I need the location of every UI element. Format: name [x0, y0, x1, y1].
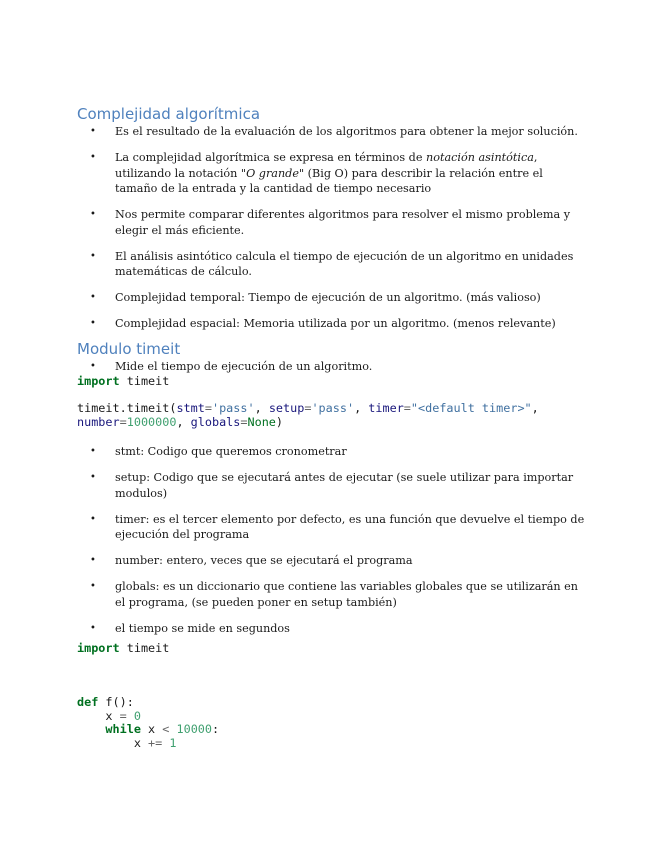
- code-number: 1000000: [126, 414, 177, 429]
- code-text: x: [148, 722, 156, 736]
- bullet-text: Es el resultado de la evaluación de los algoritmos para obtener la mejor solución.: [115, 125, 578, 138]
- bullet-dot-icon: •: [90, 209, 96, 220]
- complexity-bullet-list: [77, 124, 587, 332]
- bullet-dot-icon: •: [90, 446, 96, 457]
- code-text: ,: [531, 401, 539, 415]
- bullet-dot-icon: •: [90, 250, 96, 262]
- bullet-text: La complejidad algorítmica se expresa en términos de: [115, 151, 427, 164]
- code-op: =: [240, 414, 248, 429]
- code-block-timeit-signature: [77, 375, 539, 429]
- code-number: 0: [133, 708, 141, 723]
- code-op: =: [304, 401, 312, 415]
- bullet-text: " (Big O) para describir la relación entre el tamaño de la entrada y la cantidad de tiempo necesario: [115, 166, 543, 195]
- bullet-text: El análisis asintótico calcula el tiempo de ejecución de un algoritmo en unidades matemáticas de cálculo.: [115, 249, 574, 278]
- bullet-dot-icon: •: [90, 361, 96, 372]
- bullet-item: [77, 290, 587, 306]
- bullet-item: [77, 621, 587, 637]
- bullet-dot-icon: •: [90, 513, 96, 525]
- bullet-item: [77, 579, 587, 610]
- bullet-item: [77, 249, 587, 280]
- bullet-text: Nos permite comparar diferentes algoritmos para resolver el mismo problema y elegir el más eficiente.: [115, 208, 571, 237]
- code-text: ,: [254, 401, 269, 415]
- bullet-text: Complejidad espacial: Memoria utilizada por un algoritmo. (menos relevante): [115, 317, 556, 330]
- code-text: f():: [105, 695, 134, 709]
- code-text: timeit: [126, 374, 170, 388]
- bullet-item: [77, 207, 587, 238]
- code-text: timeit.timeit(: [77, 401, 177, 415]
- code-param: stmt: [176, 401, 205, 415]
- bullet-item: [77, 150, 587, 197]
- section-heading-timeit: Modulo timeit: [77, 340, 181, 358]
- bullet-text: el tiempo se mide en segundos: [115, 621, 290, 635]
- code-block-example: [77, 642, 219, 750]
- code-param: globals: [190, 414, 241, 429]
- bullet-dot-icon: •: [90, 555, 96, 566]
- bullet-text: globals: es un diccionario que contiene las variables globales que se utilizarán en el programa, (se pueden poner en setup también): [115, 580, 578, 609]
- code-keyword: import: [77, 641, 120, 655]
- timeit-intro-list: [77, 359, 587, 375]
- emphasis-text: notación asintótica: [426, 151, 534, 164]
- code-text: ,: [354, 401, 369, 415]
- bullet-text: stmt: Codigo que queremos cronometrar: [115, 445, 347, 458]
- code-text: timeit: [126, 641, 170, 655]
- bullet-text: number: entero, veces que se ejecutará el programa: [115, 554, 413, 567]
- bullet-text: Complejidad temporal: Tiempo de ejecución de un algoritmo. (más valioso): [115, 291, 541, 304]
- bullet-dot-icon: •: [90, 622, 96, 634]
- code-keyword: def: [77, 695, 99, 709]
- code-op: <: [162, 722, 170, 736]
- code-number: 10000: [176, 722, 212, 736]
- bullet-item: [77, 553, 587, 569]
- code-op: +=: [148, 735, 163, 750]
- bullet-dot-icon: •: [90, 292, 96, 303]
- code-builtin: None: [247, 414, 276, 429]
- bullet-item: [77, 470, 587, 501]
- bullet-item: [77, 124, 587, 140]
- bullet-text: timer: es el tercer elemento por defecto, es una función que devuelve el tiempo de ejecución del programa: [115, 512, 585, 541]
- bullet-dot-icon: •: [90, 318, 96, 329]
- bullet-item: [77, 316, 587, 332]
- code-string: 'pass': [211, 401, 255, 415]
- bullet-dot-icon: •: [90, 472, 96, 483]
- code-op: =: [119, 708, 127, 723]
- bullet-text: , utilizando la notación ": [115, 151, 538, 180]
- bullet-item: [77, 512, 587, 543]
- code-text: x: [133, 735, 141, 750]
- code-number: 1: [169, 735, 177, 750]
- bullet-text: setup: Codigo que se ejecutará antes de ejecutar (se suele utilizar para importar modulos): [115, 471, 574, 500]
- code-op: =: [119, 414, 127, 429]
- code-text: x: [105, 708, 113, 723]
- section-heading-complejidad: Complejidad algorítmica: [77, 105, 261, 123]
- code-op: =: [403, 401, 411, 415]
- emphasis-text: O grande: [246, 166, 299, 180]
- code-param: number: [77, 414, 120, 429]
- bullet-text: Mide el tiempo de ejecución de un algoritmo.: [115, 360, 373, 373]
- code-string: "<default timer>": [410, 401, 532, 415]
- code-param: timer: [368, 401, 404, 415]
- bullet-dot-icon: •: [90, 152, 96, 163]
- bullet-item: [77, 359, 587, 375]
- code-keyword: while: [105, 722, 141, 736]
- bullet-dot-icon: •: [90, 126, 96, 137]
- code-text: ): [275, 414, 284, 429]
- bullet-dot-icon: •: [90, 581, 96, 592]
- code-text: ,: [176, 414, 191, 429]
- code-keyword: import: [77, 374, 120, 388]
- timeit-params-list: [77, 444, 587, 636]
- code-param: setup: [268, 401, 305, 415]
- bullet-item: [77, 444, 587, 460]
- code-string: 'pass': [311, 401, 355, 415]
- code-op: =: [204, 401, 212, 415]
- code-text: :: [212, 722, 220, 736]
